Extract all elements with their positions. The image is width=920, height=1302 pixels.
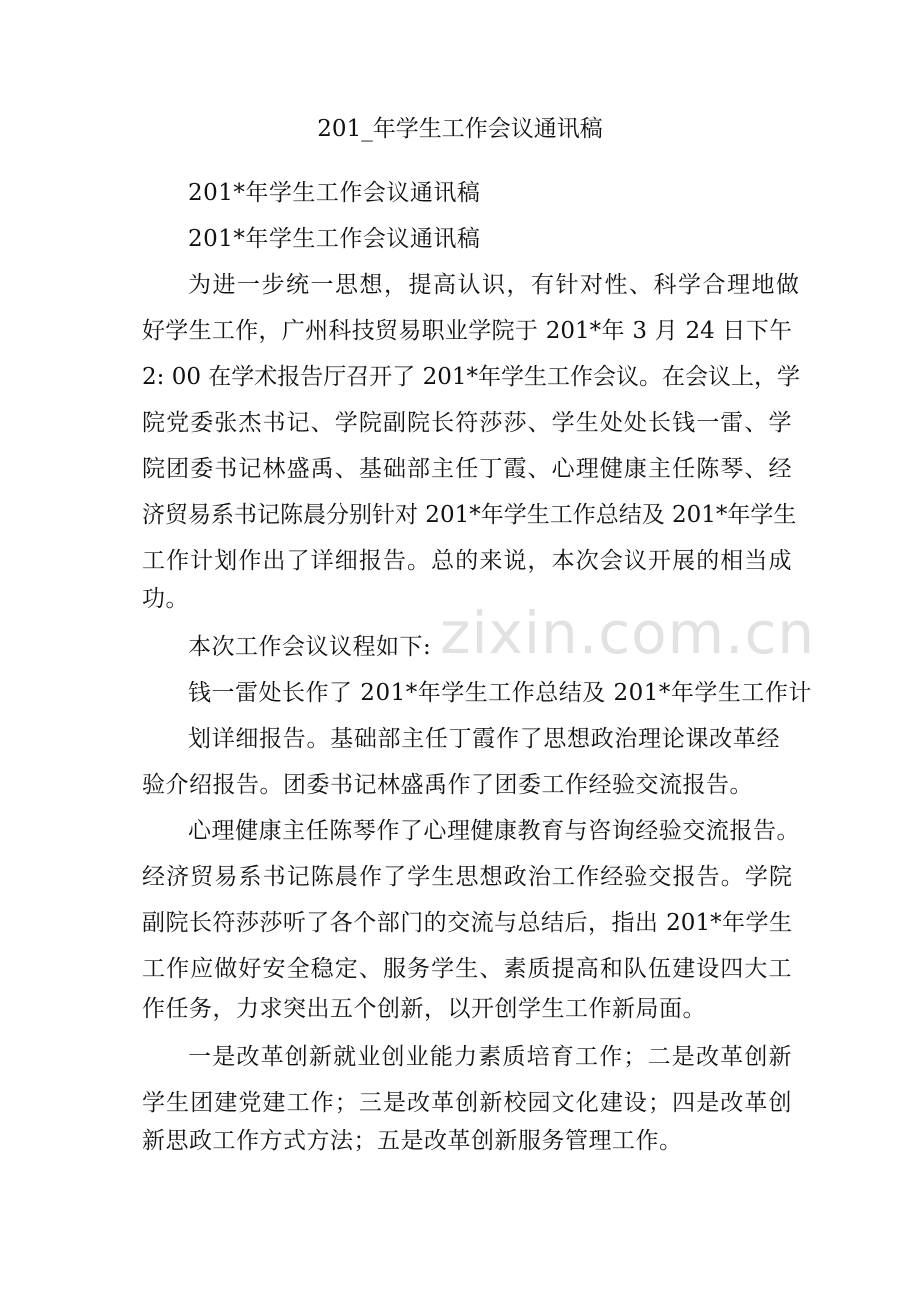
paragraph-line: 院党委张杰书记、学院副院长符莎莎、学生处处长钱一雷、学: [142, 410, 792, 436]
paragraph-line: 新思政工作方式方法；五是改革创新服务管理工作。: [142, 1128, 683, 1154]
subtitle-line: 201*年学生工作会议通讯稿: [188, 180, 481, 206]
paragraph-line: 院团委书记林盛禹、基础部主任丁霞、心理健康主任陈琴、经: [142, 456, 792, 482]
paragraph-line: 好学生工作，广州科技贸易职业学院于 201*年 3 月 24 日下午: [142, 318, 792, 344]
paragraph-line: 为进一步统一思想，提高认识，有针对性、科学合理地做: [188, 272, 801, 298]
paragraph-line: 经济贸易系书记陈晨作了学生思想政治工作经验交报告。学院: [142, 864, 792, 890]
paragraph-line: 功。: [142, 586, 189, 612]
paragraph-line: 验介绍报告。团委书记林盛禹作了团委工作经验交流报告。: [142, 772, 753, 798]
paragraph-line: 作任务，力求突出五个创新，以开创学生工作新局面。: [142, 996, 706, 1022]
paragraph-line: 副院长符莎莎听了各个部门的交流与总结后，指出 201*年学生: [142, 910, 792, 936]
paragraph-line: 钱一雷处长作了 201*年学生工作总结及 201*年学生工作计: [188, 680, 812, 706]
paragraph-line: 2: 00 在学术报告厅召开了 201*年学生工作会议。在会议上，学: [142, 364, 800, 390]
watermark-text: zixin.com.cn: [440, 599, 816, 667]
paragraph-line: 一是改革创新就业创业能力素质培育工作；二是改革创新: [188, 1044, 792, 1070]
agenda-heading: 本次工作会议议程如下:: [188, 634, 432, 660]
paragraph-line: 学生团建党建工作；三是改革创新校园文化建设；四是改革创: [142, 1090, 792, 1116]
paragraph-line: 工作计划作出了详细报告。总的来说，本次会议开展的相当成: [142, 548, 792, 574]
paragraph-line: 济贸易系书记陈晨分别针对 201*年学生工作总结及 201*年学生: [142, 502, 797, 528]
document-title: 201_年学生工作会议通讯稿: [317, 116, 603, 142]
paragraph-line: 划详细报告。基础部主任丁霞作了思想政治理论课改革经: [188, 726, 780, 752]
paragraph-line: 心理健康主任陈琴作了心理健康教育与咨询经验交流报告。: [188, 818, 800, 844]
subtitle-line: 201*年学生工作会议通讯稿: [188, 226, 481, 252]
paragraph-line: 工作应做好安全稳定、服务学生、素质提高和队伍建设四大工: [142, 956, 792, 982]
